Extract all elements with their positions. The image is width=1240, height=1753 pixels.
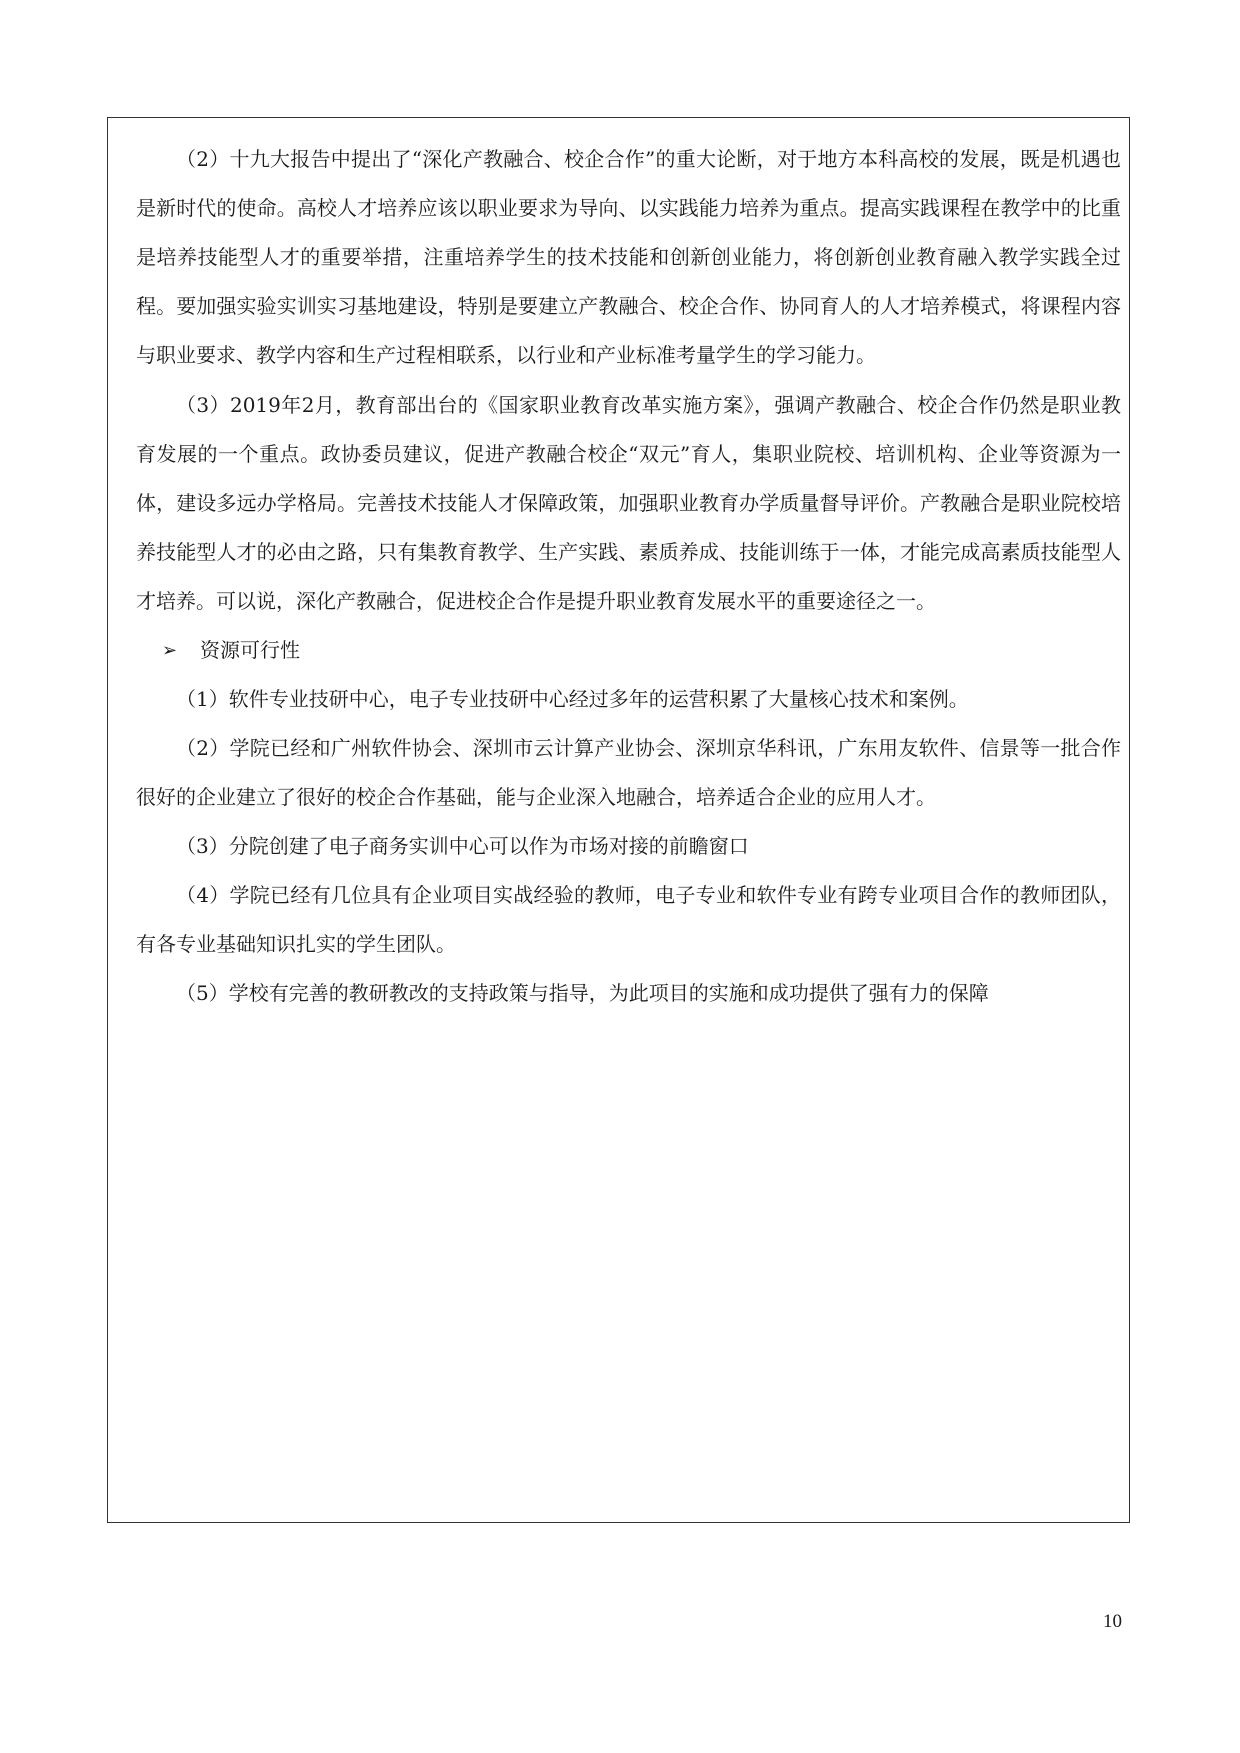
resource-item-5: （5）学校有完善的教研教改的支持政策与指导，为此项目的实施和成功提供了强有力的保障	[176, 981, 989, 1005]
resource-item-1: （1）软件专业技研中心，电子专业技研中心经过多年的运营积累了大量核心技术和案例。	[176, 687, 969, 711]
resource-item-4: （4）学院已经有几位具有企业项目实战经验的教师，电子专业和软件专业有跨专业项目合作的教师团队，有各专业基础知识扎实的学生团队。	[136, 883, 1121, 956]
paragraph-3: （3）2019年2月，教育部出台的《国家职业教育改革实施方案》，强调产教融合、校企合作仍然是职业教育发展的一个重点。政协委员建议，促进产教融合校企“双元”育人，集职业院校、培训机构、企业等资源为一体，建设多远办学格局。完善技术技能人才保障政策，加强职业教育办学质量督导评价。产教融合是职业院校培养技能型人才的必由之路，只有集教育教学、生产实践、素质养成、技能训练于一体，才能完成高素质技能型人才培养。可以说，深化产教融合，促进校企合作是提升职业教育发展水平的重要途径之一。	[136, 393, 1121, 613]
section-heading-text: 资源可行性	[200, 638, 300, 662]
resource-item-2: （2）学院已经和广州软件协会、深圳市云计算产业协会、深圳京华科讯，广东用友软件、信景等一批合作很好的企业建立了很好的校企合作基础，能与企业深入地融合，培养适合企业的应用人才。	[136, 736, 1121, 809]
arrow-bullet-icon: ➢	[162, 640, 178, 661]
page-number: 10	[1103, 1611, 1122, 1632]
document-body	[136, 135, 1121, 1018]
resource-item-3: （3）分院创建了电子商务实训中心可以作为市场对接的前瞻窗口	[176, 834, 749, 858]
paragraph-2: （2）十九大报告中提出了“深化产教融合、校企合作”的重大论断，对于地方本科高校的发展，既是机遇也是新时代的使命。高校人才培养应该以职业要求为导向、以实践能力培养为重点。提高实践课程在教学中的比重是培养技能型人才的重要举措，注重培养学生的技术技能和创新创业能力，将创新创业教育融入教学实践全过程。要加强实验实训实习基地建设，特别是要建立产教融合、校企合作、协同育人的人才培养模式，将课程内容与职业要求、教学内容和生产过程相联系，以行业和产业标准考量学生的学习能力。	[136, 147, 1121, 367]
section-heading-resource-feasibility	[136, 626, 1121, 675]
